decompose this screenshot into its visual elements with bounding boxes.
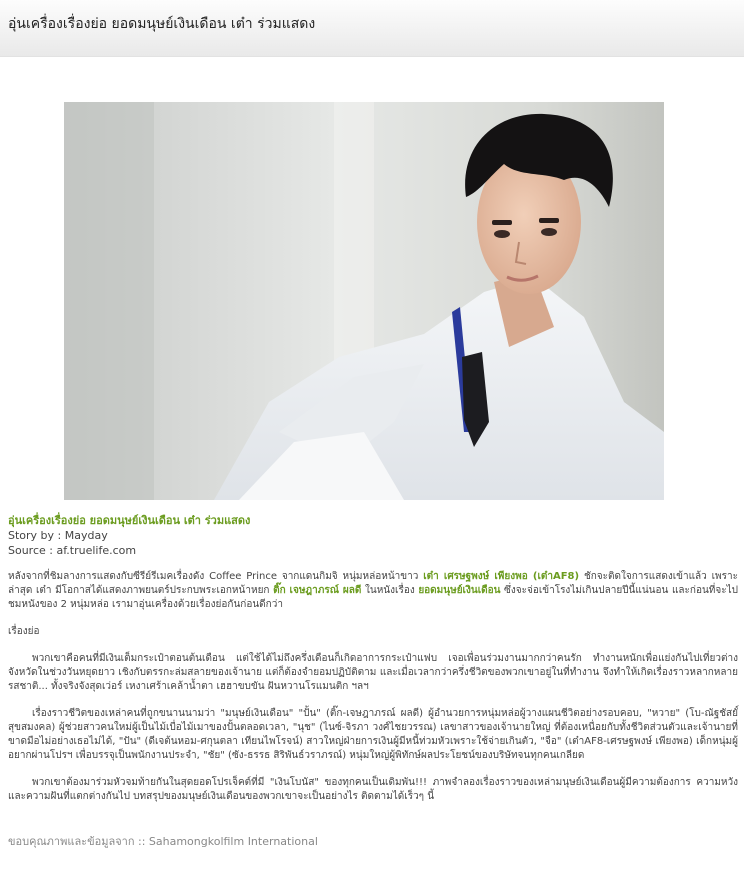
caption-title[interactable]: อุ่นเครื่องเรื่องย่อ ยอดมนุษย์เงินเดือน เต๋า ร่วมแสดง xyxy=(8,514,251,527)
source: Source : af.truelife.com xyxy=(8,544,137,557)
page-title: อุ่นเครื่องเรื่องย่อ ยอดมนุษย์เงินเดือน เต๋า ร่วมแสดง xyxy=(8,16,316,32)
intro-text-2: ชักจะติดใจการแสดงเข้าแล้ว เพราะล่าสุด เต๋า มีโอกาสได้แสดงภาพยนตร์ประกบพระเอกหน้าหยก xyxy=(8,571,738,596)
movie-link[interactable]: ยอดมนุษย์เงินเดือน xyxy=(418,585,501,596)
credits-line: ขอบคุณภาพและข้อมูลจาก :: Sahamongkolfilm International xyxy=(8,835,318,848)
synopsis-paragraph-3: พวกเขาต้องมาร่วมหัวจมท้ายกันในสุดยอดโปรเจ็คต์ที่มี "เงินโบนัส" ของทุกคนเป็นเดิมพัน!!! ภาพจำลองเรื่องราวของเหล่ามนุษย์เงินเดือนผู้มีความต้องการ ความหวัง และความฝันที่แตกต่างกันไป บทสรุปของมนุษย์เงินเดือนของพวกเขาจะเป็นอย่างไร ติดตามได้เร็วๆ นี้ xyxy=(8,777,738,802)
intro-text-1: หลังจากที่ชิมลางการแสดงกับซีรีย์รีเมคเรื่องดัง Coffee Prince จากแดนกิมจิ หนุ่มหล่อหน้าขาว xyxy=(8,571,424,582)
photo-caption xyxy=(8,513,736,558)
actor-link-tao[interactable]: เต๋า เศรษฐพงษ์ เพียงพอ (เต๋าAF8) xyxy=(423,571,580,582)
intro-paragraph xyxy=(8,570,738,612)
story-by: Story by : Mayday xyxy=(8,529,108,542)
article-photo xyxy=(64,102,664,500)
portrait-photo-icon xyxy=(64,102,664,500)
intro-text-3: ในหนังเรื่อง xyxy=(361,585,419,596)
synopsis-paragraph-2: เรื่องราวชีวิตของเหล่าคนที่ถูกขนานนามว่า "มนุษย์เงินเดือน" "ปั้น" (ติ๊ก-เจษฎาภรณ์ ผลดี) ผู้อำนวยการหนุ่มหล่อผู้วางแผนชีวิตอย่างรอบคอบ, "หวาย" (โบ-ณัฐชัสยั์ สุขสมงคล) ผู้ช่วยสาวคนใหม่ผู้เป็นไม้เบื่อไม้เมาของปั้นตลอดเวลา, "นุช" (ไนซ์-จิรภา วงศ์ไชยวรรณ) เลขาสาวของเจ้านายใหญ่ ที่ต้องเหนื่อยกับทั้งชีวิตส่วนตัวและเจ้านายที่ขาดมือไม่อย่างเธอไม่ได้, "ปัน" (ดีเจต้นหอม-ศกุนตลา เทียนไพโรจน์) สาวใหญ่ฝ่ายการเงินผู้มีหนี้ท่วมหัวเพราะใช้จ่ายเกินตัว, "จือ" (เต๋าAF8-เศรษฐพงษ์ เพียงพอ) เด็กหนุ่มผู้อยากผ่านโปรฯ เพื่อบรรจุเป็นพนักงานประจำ, "ชัย" (ซัง-ธรรธ สิริพันธ์วราภรณ์) หนุ่มใหญ่ผู้พิทักษ์ผลประโยชน์ของบริษัทจนทุกคนเกลียด xyxy=(8,708,738,761)
synopsis-label: เรื่องย่อ xyxy=(8,626,40,637)
article-body xyxy=(8,570,738,817)
actor-link-tik[interactable]: ติ๊ก เจษฎาภรณ์ ผลดี xyxy=(273,585,362,596)
page-header xyxy=(0,0,744,57)
synopsis-paragraph-1: พวกเขาคือคนที่มีเงินเต็มกระเป๋าตอนต้นเดือน แต่ใช้ได้ไม่ถึงครึ่งเดือนก็เกิดอาการกระเป๋าแฟบ เจอเพื่อนร่วมงานมากกว่าคนรัก ทำงานหนักเพื่อแย่งกันไปเที่ยวต่างจังหวัดในช่วงวันหยุดยาว เชิงกับตรรกะล่มสลายของเจ้านาย แต่ก็ต้องจำยอมปฏิบัติตาม และเมื่อเวลากว่าครึ่งชีวิตของพวกเขาอยู่ในที่ทำงาน จึงทำให้เกิดเรื่องราวหลากหลายรสชาติ... ทั้งจริงจังสุดเว่อร์ เหงาเศร้าเคล้าน้ำตา เฮฮาขบขัน ฝันหวานโรแมนติก ฯลฯ xyxy=(8,653,738,692)
intro-text-4: ซึ่งจะจ่อเข้าโรงไม่เกินปลายปีนี้แน่นอน และก่อนที่จะไปชมหนังของ 2 หนุ่มหล่อ เรามาอุ่นเครื่องด้วยเรื่องย่อกันก่อนดีกว่า xyxy=(8,585,738,610)
